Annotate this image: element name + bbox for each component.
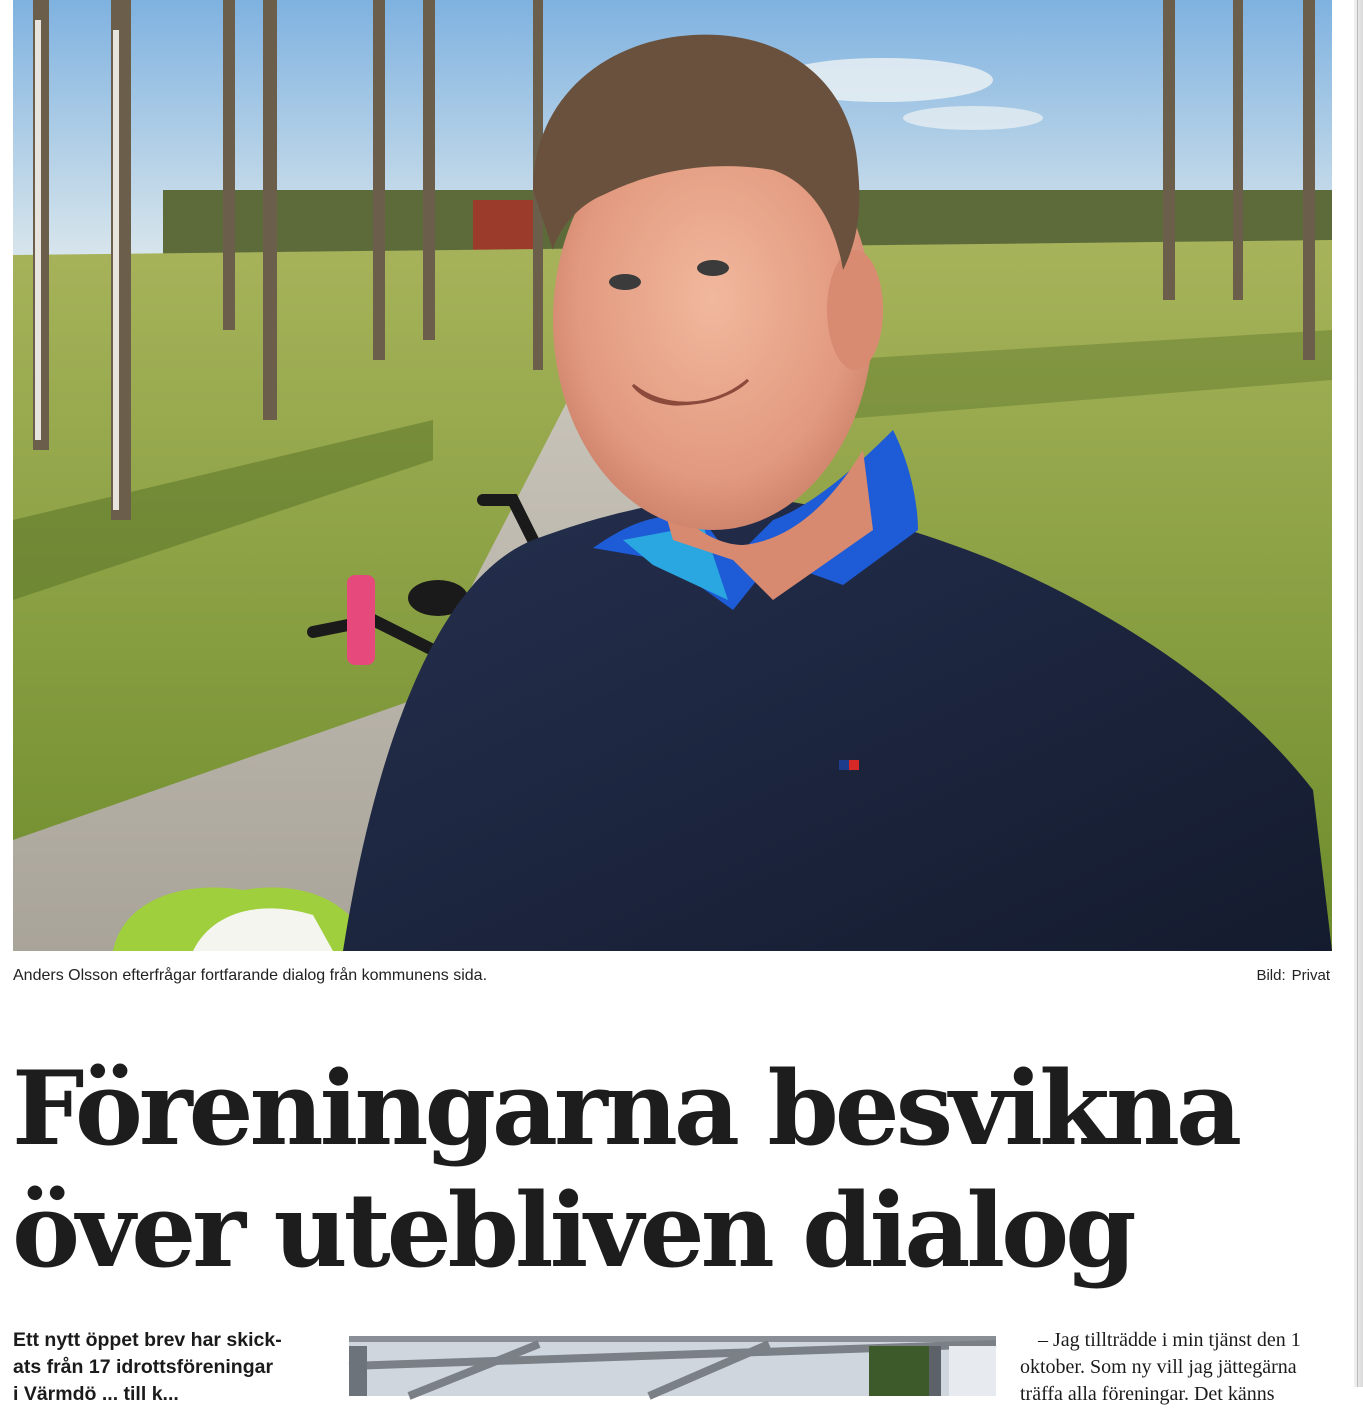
photo-credit-name: Privat bbox=[1291, 967, 1330, 984]
ingress-line: ats från 17 idrottsföreningar bbox=[13, 1356, 274, 1378]
photo-caption-row bbox=[13, 963, 1332, 989]
main-photo bbox=[13, 0, 1332, 951]
headline-line-2: över utebliven dialog bbox=[12, 1171, 1133, 1291]
photo-caption: Anders Olsson efterfrågar fortfarande dialog från kommunens sida. bbox=[13, 967, 488, 984]
article-ingress bbox=[13, 1327, 313, 1408]
headline-line-1: Föreningarna besvikna bbox=[12, 1049, 1239, 1169]
building-photo-icon bbox=[349, 1336, 996, 1396]
portrait-photo-icon bbox=[13, 0, 1332, 951]
ingress-line: Ett nytt öppet brev har skick- bbox=[13, 1329, 282, 1351]
photo-credit bbox=[1256, 967, 1330, 984]
body-line: – Jag tillträdde i min tjänst den 1 bbox=[1038, 1329, 1301, 1351]
inline-photo bbox=[349, 1336, 996, 1396]
article-headline bbox=[12, 1048, 1312, 1292]
body-line: oktober. Som ny vill jag jättegärna bbox=[1020, 1356, 1297, 1378]
photo-credit-label: Bild: bbox=[1256, 967, 1286, 984]
article-body-column bbox=[1020, 1327, 1332, 1408]
body-line: träffa alla föreningar. Det känns bbox=[1020, 1383, 1275, 1405]
page-edge bbox=[1354, 0, 1363, 1387]
ingress-line: i Värmdö ... till k... bbox=[13, 1383, 179, 1405]
